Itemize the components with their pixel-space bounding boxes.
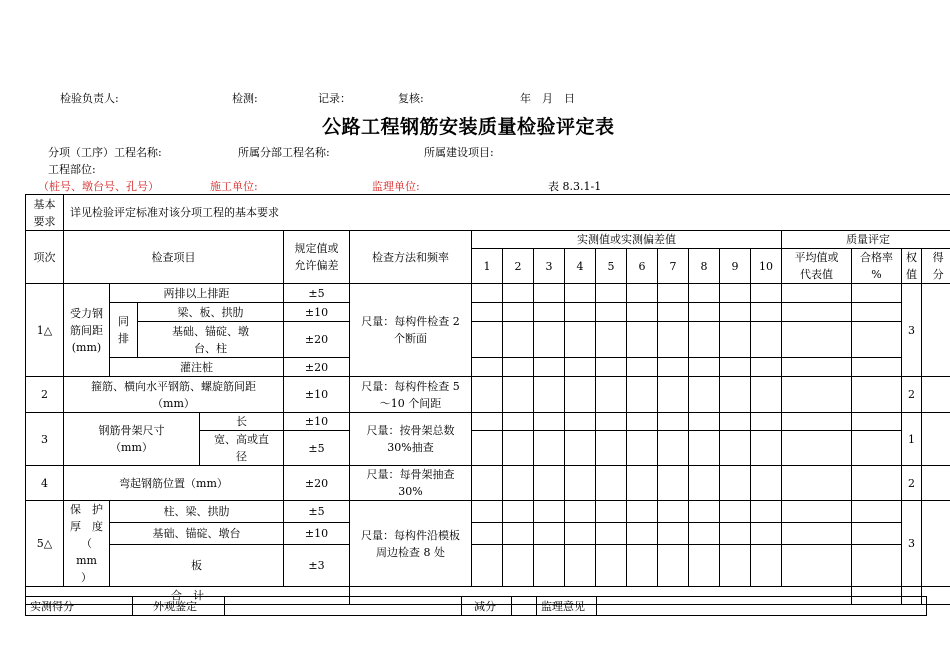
- col-measured: 实测值或实测偏差值: [472, 231, 782, 249]
- parent-name-label: 所属分部工程名称:: [238, 146, 330, 159]
- item-5-weight: 3: [902, 501, 922, 587]
- table-row: [26, 523, 950, 545]
- table-row: [26, 303, 950, 322]
- measure-col-4: 4: [565, 249, 596, 284]
- recorder-label: 记录：: [318, 92, 351, 105]
- pile-no-label: （桩号、墩台号、孔号）: [38, 180, 159, 193]
- col-item-no: 项次: [26, 231, 64, 284]
- contractor-label: 施工单位:: [210, 180, 258, 193]
- item-5-category: 保 护 厚 度 （ mm ）: [64, 501, 110, 587]
- item-2-method: 尺量：每构件检查 5 ～10 个间距: [350, 377, 472, 413]
- item-5c-tol: ±3: [284, 545, 350, 587]
- item-1d-tol: ±20: [284, 358, 350, 377]
- item-5b-tol: ±10: [284, 523, 350, 545]
- date-label: 年 月 日: [520, 92, 575, 105]
- supervisor-label: 监理单位:: [372, 180, 420, 193]
- item-1-no: 1△: [26, 284, 64, 377]
- deduct-label: 减分: [462, 597, 512, 616]
- item-3b-tol: ±5: [284, 431, 350, 466]
- supervision-label: 监理意见: [537, 597, 597, 616]
- item-1a-tol: ±5: [284, 284, 350, 303]
- inspection-table: [25, 194, 950, 605]
- footer-table: [25, 596, 927, 616]
- item-1b: 梁、板、拱肋: [138, 303, 284, 322]
- table-row: [26, 358, 950, 377]
- measure-col-6: 6: [627, 249, 658, 284]
- item-5a-tol: ±5: [284, 501, 350, 523]
- reviewer-label: 复核:: [398, 92, 424, 105]
- item-2-weight: 2: [902, 377, 922, 413]
- subitem-name-label: 分项（工序）工程名称:: [48, 146, 162, 159]
- item-4-tol: ±20: [284, 466, 350, 501]
- item-3a-tol: ±10: [284, 413, 350, 431]
- item-1-method: 尺量：每构件检查 2 个断面: [350, 284, 472, 377]
- item-5-method: 尺量：每构件沿模板 周边检查 8 处: [350, 501, 472, 587]
- total-label: 合 计: [26, 587, 350, 605]
- item-4-no: 4: [26, 466, 64, 501]
- appearance-label: 外观鉴定: [133, 597, 225, 616]
- measured-score-label: 实测得分: [26, 597, 133, 616]
- item-3-no: 3: [26, 413, 64, 466]
- item-1-same-row: 同 排: [110, 303, 138, 358]
- item-3-weight: 1: [902, 413, 922, 466]
- col-weight: 权 值: [902, 249, 922, 284]
- item-4-method: 尺量：每骨架抽查 30%: [350, 466, 472, 501]
- item-5b: 基础、锚碇、墩台: [110, 523, 284, 545]
- table-row: [26, 413, 950, 431]
- measure-col-9: 9: [720, 249, 751, 284]
- col-check-item: 检查项目: [64, 231, 284, 284]
- col-pass-rate: 合格率 %: [852, 249, 902, 284]
- item-1c-tol: ±20: [284, 322, 350, 358]
- tester-label: 检测:: [232, 92, 258, 105]
- item-1c: 基础、锚碇、墩 台、柱: [138, 322, 284, 358]
- item-3a: 长: [200, 413, 284, 431]
- measure-col-10: 10: [751, 249, 782, 284]
- col-allowance: 规定值或 允许偏差: [284, 231, 350, 284]
- col-average: 平均值或 代表值: [782, 249, 852, 284]
- item-5c: 板: [110, 545, 284, 587]
- table-number: 表 8.3.1-1: [548, 180, 602, 193]
- basic-label: 基本 要求: [26, 195, 64, 231]
- table-row: [26, 322, 950, 358]
- basic-requirements-row: [26, 195, 950, 231]
- table-row: [26, 545, 950, 587]
- item-1a: 两排以上排距: [110, 284, 284, 303]
- measure-col-1: 1: [472, 249, 503, 284]
- item-4-weight: 2: [902, 466, 922, 501]
- item-3-method: 尺量：按骨架总数 30%抽查: [350, 413, 472, 466]
- project-name-label: 所属建设项目:: [424, 146, 494, 159]
- measure-col-8: 8: [689, 249, 720, 284]
- col-quality: 质量评定: [782, 231, 950, 249]
- item-3: 钢筋骨架尺寸 （mm）: [64, 413, 200, 466]
- item-1-weight: 3: [902, 284, 922, 377]
- item-3b: 宽、高或直 径: [200, 431, 284, 466]
- measure-col-2: 2: [503, 249, 534, 284]
- item-4: 弯起钢筋位置（mm）: [64, 466, 284, 501]
- item-5a: 柱、梁、拱肋: [110, 501, 284, 523]
- inspector-label: 检验负责人:: [60, 92, 119, 105]
- item-2-tol: ±10: [284, 377, 350, 413]
- basic-text: 详见检验评定标准对该分项工程的基本要求: [64, 195, 950, 231]
- item-2: 箍筋、横向水平钢筋、螺旋筋间距 （mm）: [64, 377, 284, 413]
- page-title: 公路工程钢筋安装质量检验评定表: [322, 116, 615, 138]
- table-row: [26, 284, 950, 303]
- item-1d: 灌注桩: [110, 358, 284, 377]
- col-score: 得 分: [922, 249, 950, 284]
- table-row: [26, 501, 950, 523]
- measure-col-5: 5: [596, 249, 627, 284]
- item-5-no: 5△: [26, 501, 64, 587]
- table-row: [26, 466, 950, 501]
- item-2-no: 2: [26, 377, 64, 413]
- col-method: 检查方法和频率: [350, 231, 472, 284]
- part-label: 工程部位:: [48, 163, 96, 176]
- table-row: [26, 377, 950, 413]
- measure-col-7: 7: [658, 249, 689, 284]
- item-1b-tol: ±10: [284, 303, 350, 322]
- item-1-category: 受力钢 筋间距 (mm): [64, 284, 110, 377]
- header-row-1: [26, 231, 950, 249]
- measure-col-3: 3: [534, 249, 565, 284]
